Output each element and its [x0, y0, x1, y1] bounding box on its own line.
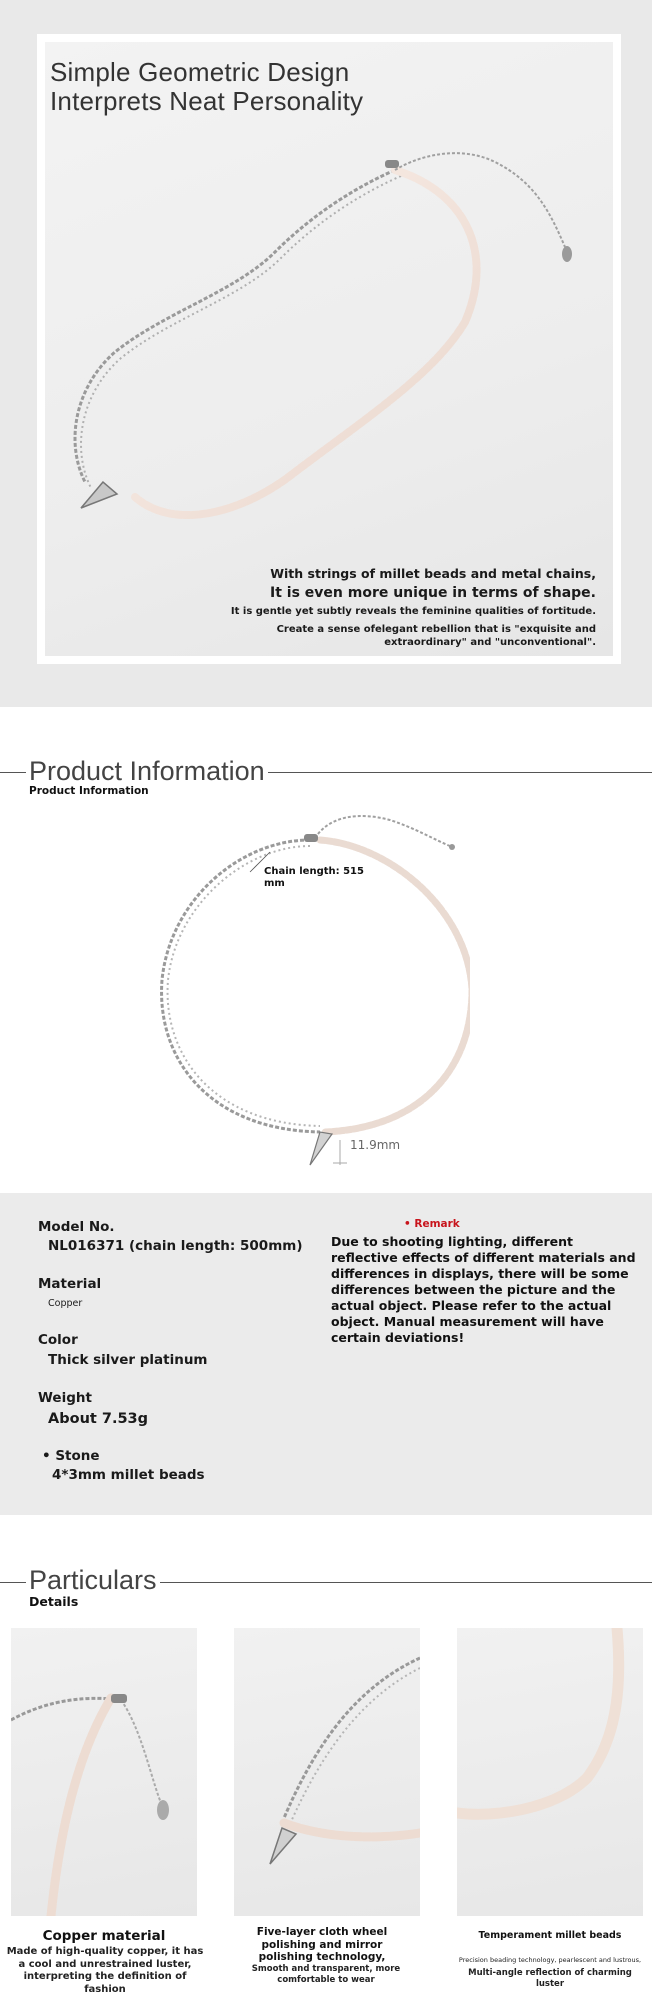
detail-title-copper: Copper material	[42, 1928, 166, 1944]
detail-desc-millet: Multi-angle reflection of charming luster	[468, 1968, 632, 1989]
hero-title	[50, 58, 363, 116]
hero-title-line2: Interprets Neat Personality	[50, 86, 364, 116]
detail-image-pendant	[234, 1628, 420, 1916]
hero-text-line1: With strings of millet beads and metal chains,	[270, 566, 596, 581]
product-info-subheading: Product Information	[29, 785, 149, 797]
detail-title-polishing: Five-layer cloth wheel polishing and mirror polishing technology,	[256, 1926, 388, 1963]
hero-text-line2: It is even more unique in terms of shape.	[270, 585, 596, 601]
stone-label: • Stone	[42, 1448, 100, 1464]
detail-title-millet: Temperament millet beads	[478, 1930, 622, 1941]
remark-title: • Remark	[404, 1218, 460, 1230]
product-info-heading: Product Information	[26, 756, 268, 787]
pendant-size-label: 11.9mm	[350, 1138, 401, 1152]
material-label: Material	[38, 1276, 102, 1292]
stone-value: 4*3mm millet beads	[52, 1467, 205, 1483]
hero-text-line4: Create a sense ofelegant rebellion that is "exquisite and extraordinary" and "unconventional".	[276, 624, 596, 648]
hero-text-line3: It is gentle yet subtly reveals the feminine qualities of fortitude.	[230, 606, 596, 617]
model-value: NL016371 (chain length: 500mm)	[48, 1238, 303, 1254]
detail-image-pearls	[457, 1628, 643, 1916]
detail-image-clasp	[11, 1628, 197, 1916]
material-value: Copper	[48, 1298, 83, 1309]
particulars-subheading: Details	[29, 1594, 79, 1609]
color-label: Color	[38, 1332, 78, 1348]
detail-desc-copper: Made of high-quality copper, it has a cool and unrestrained luster, interpreting the definition of fashion	[6, 1946, 204, 1995]
detail-desc-polishing: Smooth and transparent, more comfortable to wear	[251, 1964, 401, 1985]
hero-necklace-image	[45, 42, 613, 656]
hero-banner	[0, 0, 652, 707]
remark-text: Due to shooting lighting, different reflective effects of different materials and differences in displays, there will be some differences between the picture and the actual object. Please refer to the actual object. Manual measurement will have certain deviations!	[331, 1234, 636, 1345]
particulars-heading: Particulars	[26, 1565, 160, 1596]
product-dimension-image	[150, 800, 470, 1175]
color-value: Thick silver platinum	[48, 1352, 208, 1368]
weight-label: Weight	[38, 1390, 92, 1406]
chain-length-label: Chain length: 515 mm	[264, 866, 364, 889]
hero-title-line1: Simple Geometric Design	[50, 57, 350, 87]
model-label: Model No.	[38, 1219, 115, 1235]
weight-value: About 7.53g	[48, 1411, 149, 1427]
detail-desc-millet-small: Precision beading technology, pearlescent and lustrous,	[458, 1956, 642, 1964]
